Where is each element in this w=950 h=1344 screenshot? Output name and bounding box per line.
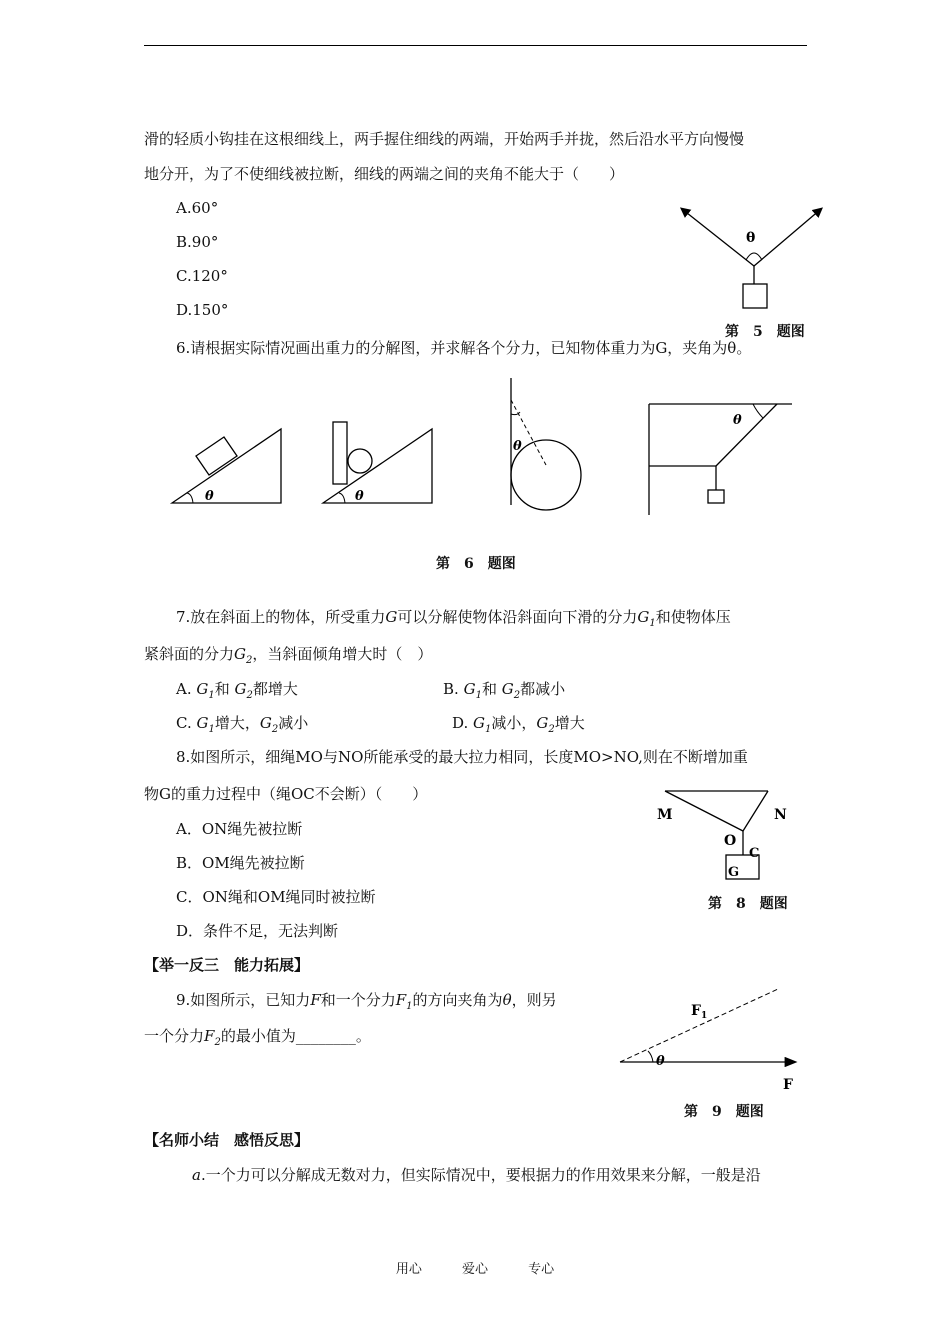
q6-figures: [165, 370, 805, 520]
q8-line1: 8.如图所示，细绳MO与NO所能承受的最大拉力相同，长度MO>NO,则在不断增加重: [176, 748, 748, 766]
q8-label-o: O: [724, 833, 737, 849]
q8-label-m: M: [657, 807, 673, 823]
header-rule: [144, 45, 807, 46]
q5-figure: [670, 200, 830, 315]
q6-theta-1: θ: [205, 489, 214, 504]
footer-item: 爱心: [461, 1262, 488, 1277]
q6-block-1: [196, 437, 237, 475]
summary-line: a.一个力可以分解成无数对力，但实际情况中，要根据力的作用效果来分解，一般是沿: [192, 1166, 761, 1184]
q5-option-d: D.150°: [176, 301, 229, 319]
q8-caption: 第 8 题图: [708, 896, 788, 912]
q7-option-b: B. $G_1$和 $G_2$都减小: [443, 680, 566, 701]
q6-theta-4: θ: [733, 413, 742, 428]
q7-line2: 紧斜面的分力$G_2$，当斜面倾角增大时（ ）: [144, 645, 433, 666]
q5-line1: 滑的轻质小钩挂在这根细线上，两手握住细线的两端，开始两手并拢，然后沿水平方向慢慢: [144, 130, 745, 148]
q6-weight-4: [708, 490, 724, 503]
q9-line1: 9.如图所示，已知力F和一个分力$F_1$的方向夹角为θ，则另: [176, 991, 557, 1012]
q8-rope-no: [743, 791, 768, 831]
q5-right-thread: [754, 209, 821, 266]
q5-theta-label: θ: [746, 230, 756, 246]
page-footer: [0, 1258, 950, 1277]
q9-line2: 一个分力$F_2$的最小值为________。: [144, 1027, 371, 1048]
q7-option-d: D. $G_1$减小，$G_2$增大: [452, 714, 585, 735]
q5-angle-arc: [746, 253, 762, 260]
q6-theta-2: θ: [355, 489, 364, 504]
q6-string-3: [511, 400, 546, 465]
q9-figure: [615, 985, 805, 1095]
footer-item: 用心: [395, 1262, 422, 1277]
q8-option-c: C．ON绳和OM绳同时被拉断: [176, 888, 376, 906]
q9-label-f: F: [783, 1077, 793, 1093]
q7-line1: 7.放在斜面上的物体，所受重力G可以分解使物体沿斜面向下滑的分力$G_1$和使物体压: [176, 608, 731, 629]
q6-text: 6.请根据实际情况画出重力的分解图，并求解各个分力，已知物体重力为G，夹角为θ。: [176, 339, 752, 357]
q8-rope-mo: [665, 791, 743, 831]
q5-option-b: B.90°: [176, 233, 219, 251]
q8-option-a: A．ON绳先被拉断: [176, 820, 303, 838]
q5-option-c: C.120°: [176, 267, 228, 285]
q8-label-n: N: [774, 807, 787, 823]
section-heading-2: 【名师小结 感悟反思】: [144, 1131, 310, 1149]
q5-caption: 第 5 题图: [725, 324, 805, 340]
q9-label-f1: $F_1$: [691, 1003, 708, 1021]
q8-label-g: G: [728, 865, 740, 880]
q6-rope-4: [716, 404, 777, 466]
q8-figure: [650, 785, 800, 885]
q8-option-b: B．OM绳先被拉断: [176, 854, 305, 872]
q5-option-a: A.60°: [176, 199, 219, 217]
q5-line2: 地分开，为了不使细线被拉断，细线的两端之间的夹角不能大于（ ）: [144, 165, 625, 183]
q6-ball-2: [348, 449, 372, 473]
q7-option-a: A. $G_1$和 $G_2$都增大: [176, 680, 298, 701]
q9-caption: 第 9 题图: [684, 1104, 764, 1120]
q9-theta: θ: [656, 1054, 665, 1069]
q9-force-f1: [620, 989, 778, 1062]
q5-weight-box: [743, 284, 767, 308]
q8-option-d: D．条件不足，无法判断: [176, 922, 339, 940]
footer-item: 专心: [528, 1262, 555, 1277]
section-heading-1: 【举一反三 能力拓展】: [144, 956, 310, 974]
q6-caption: 第 6 题图: [436, 556, 516, 572]
q8-line2: 物G的重力过程中（绳OC不会断）（ ）: [144, 785, 428, 803]
q5-left-thread: [682, 209, 754, 266]
q8-label-c: C: [749, 846, 760, 861]
q7-option-c: C. $G_1$增大，$G_2$减小: [176, 714, 309, 735]
q6-wall-2: [333, 422, 347, 484]
q6-theta-3: θ: [513, 439, 522, 454]
